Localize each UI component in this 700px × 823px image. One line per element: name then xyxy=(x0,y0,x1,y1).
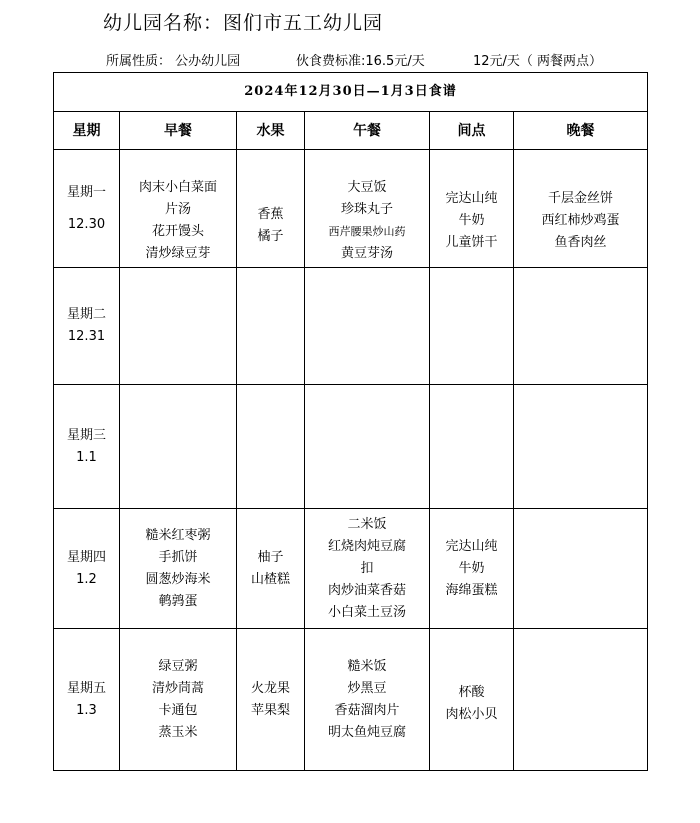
menu-item: 完达山纯 xyxy=(445,190,498,206)
dinner-cell xyxy=(514,629,648,771)
menu-item: 蒸玉米 xyxy=(158,724,198,740)
menu-item: 肉松小贝 xyxy=(445,706,498,722)
header-breakfast: 早餐 xyxy=(120,112,237,150)
date-label: 1.1 xyxy=(76,449,97,465)
menu-item: 黄豆芽汤 xyxy=(340,245,393,261)
table-row xyxy=(54,509,648,629)
menu-item: 绿豆粥 xyxy=(158,658,198,674)
menu-item: 鹌鹑蛋 xyxy=(158,593,198,609)
menu-item: 海绵蛋糕 xyxy=(445,582,498,598)
menu-item: 清炒茼蒿 xyxy=(151,680,204,696)
menu-item: 杯酸 xyxy=(458,684,485,700)
day-label: 星期五 xyxy=(66,680,106,696)
breakfast-cell xyxy=(120,385,237,509)
table-row xyxy=(54,385,648,509)
menu-item: 红烧肉炖豆腐 xyxy=(327,538,406,554)
menu-item: 珍珠丸子 xyxy=(340,201,393,217)
header-dinner: 晚餐 xyxy=(514,112,648,150)
header-snack: 间点 xyxy=(430,112,514,150)
dinner-cell xyxy=(514,268,648,385)
header-row xyxy=(54,112,648,150)
fruit-cell xyxy=(237,268,305,385)
menu-item: 火龙果 xyxy=(250,680,290,696)
dinner-cell xyxy=(514,509,648,629)
menu-item: 千层金丝饼 xyxy=(547,190,613,206)
menu-item: 卡通包 xyxy=(158,702,198,718)
header-lunch: 午餐 xyxy=(305,112,430,150)
lunch-cell xyxy=(305,385,430,509)
menu-item: 鱼香肉丝 xyxy=(554,234,607,250)
menu-item: 手抓饼 xyxy=(158,549,198,565)
date-label: 1.2 xyxy=(76,571,97,587)
menu-item: 柚子 xyxy=(257,549,284,565)
day-label: 星期四 xyxy=(66,549,106,565)
menu-item: 明太鱼炖豆腐 xyxy=(327,724,406,740)
menu-item: 香菇溜肉片 xyxy=(334,702,400,718)
menu-item: 圆葱炒海米 xyxy=(145,571,211,587)
day-label: 星期三 xyxy=(66,427,106,443)
day-cell xyxy=(54,150,120,268)
snack-cell xyxy=(430,268,514,385)
table-row xyxy=(54,150,648,268)
date-label: 1.3 xyxy=(76,702,97,718)
menu-item: 儿童饼干 xyxy=(445,234,498,250)
menu-item: 片汤 xyxy=(164,201,191,217)
menu-item: 二米饭 xyxy=(347,516,387,532)
kindergarten-name: 幼儿园名称：图们市五工幼儿园 xyxy=(103,12,384,34)
dinner-cell xyxy=(514,150,648,268)
breakfast-cell xyxy=(120,150,237,268)
menu-item: 苹果梨 xyxy=(250,702,290,718)
table-row xyxy=(54,268,648,385)
day-cell xyxy=(54,385,120,509)
menu-item: 肉末小白菜面 xyxy=(138,179,217,195)
menu-item: 香蕉 xyxy=(257,206,284,222)
fee-standard: 伙食费标准:16.5元/天 xyxy=(296,54,425,69)
date-label: 12.30 xyxy=(67,216,106,232)
menu-item: 山楂糕 xyxy=(250,571,290,587)
breakfast-cell xyxy=(120,268,237,385)
menu-item: 糙米红枣粥 xyxy=(145,527,211,543)
kindergarten-nature: 所属性质： 公办幼儿园 xyxy=(106,54,241,69)
fruit-cell xyxy=(237,150,305,268)
header-weekday: 星期 xyxy=(54,112,120,150)
breakfast-cell xyxy=(120,509,237,629)
menu-item: 花开馒头 xyxy=(151,223,204,239)
snack-cell xyxy=(430,629,514,771)
menu-item: 炒黑豆 xyxy=(347,680,387,696)
date-label: 12.31 xyxy=(67,329,106,344)
menu-item: 牛奶 xyxy=(458,560,485,576)
dinner-cell xyxy=(514,385,648,509)
menu-item: 牛奶 xyxy=(458,212,485,228)
lunch-cell xyxy=(305,268,430,385)
menu-item: 橘子 xyxy=(257,228,284,244)
menu-item: 小白菜土豆汤 xyxy=(327,604,406,620)
lunch-cell xyxy=(305,629,430,771)
menu-item: 扣 xyxy=(360,560,374,576)
menu-item: 完达山纯 xyxy=(445,538,498,554)
day-label: 星期二 xyxy=(66,307,106,322)
menu-item: 肉炒油菜香菇 xyxy=(327,582,406,598)
breakfast-cell xyxy=(120,629,237,771)
day-cell xyxy=(54,268,120,385)
fruit-cell xyxy=(237,509,305,629)
title-row xyxy=(54,73,648,112)
snack-cell xyxy=(430,385,514,509)
menu-title: 2024年12月30日—1月3日食谱 xyxy=(54,73,648,112)
lunch-cell xyxy=(305,150,430,268)
day-label: 星期一 xyxy=(66,184,106,200)
fee-extra: 12元/天（ 两餐两点） xyxy=(473,54,603,69)
lunch-cell xyxy=(305,509,430,629)
menu-item: 西芹腰果炒山药 xyxy=(328,224,406,238)
snack-cell xyxy=(430,509,514,629)
day-cell xyxy=(54,509,120,629)
menu-table xyxy=(53,72,648,771)
menu-item: 西红柿炒鸡蛋 xyxy=(541,212,620,228)
menu-item: 清炒绿豆芽 xyxy=(145,245,211,261)
header-fruit: 水果 xyxy=(237,112,305,150)
day-cell xyxy=(54,629,120,771)
fruit-cell xyxy=(237,629,305,771)
menu-item: 大豆饭 xyxy=(347,179,387,195)
menu-item: 糙米饭 xyxy=(347,658,387,674)
table-row xyxy=(54,629,648,771)
snack-cell xyxy=(430,150,514,268)
fruit-cell xyxy=(237,385,305,509)
